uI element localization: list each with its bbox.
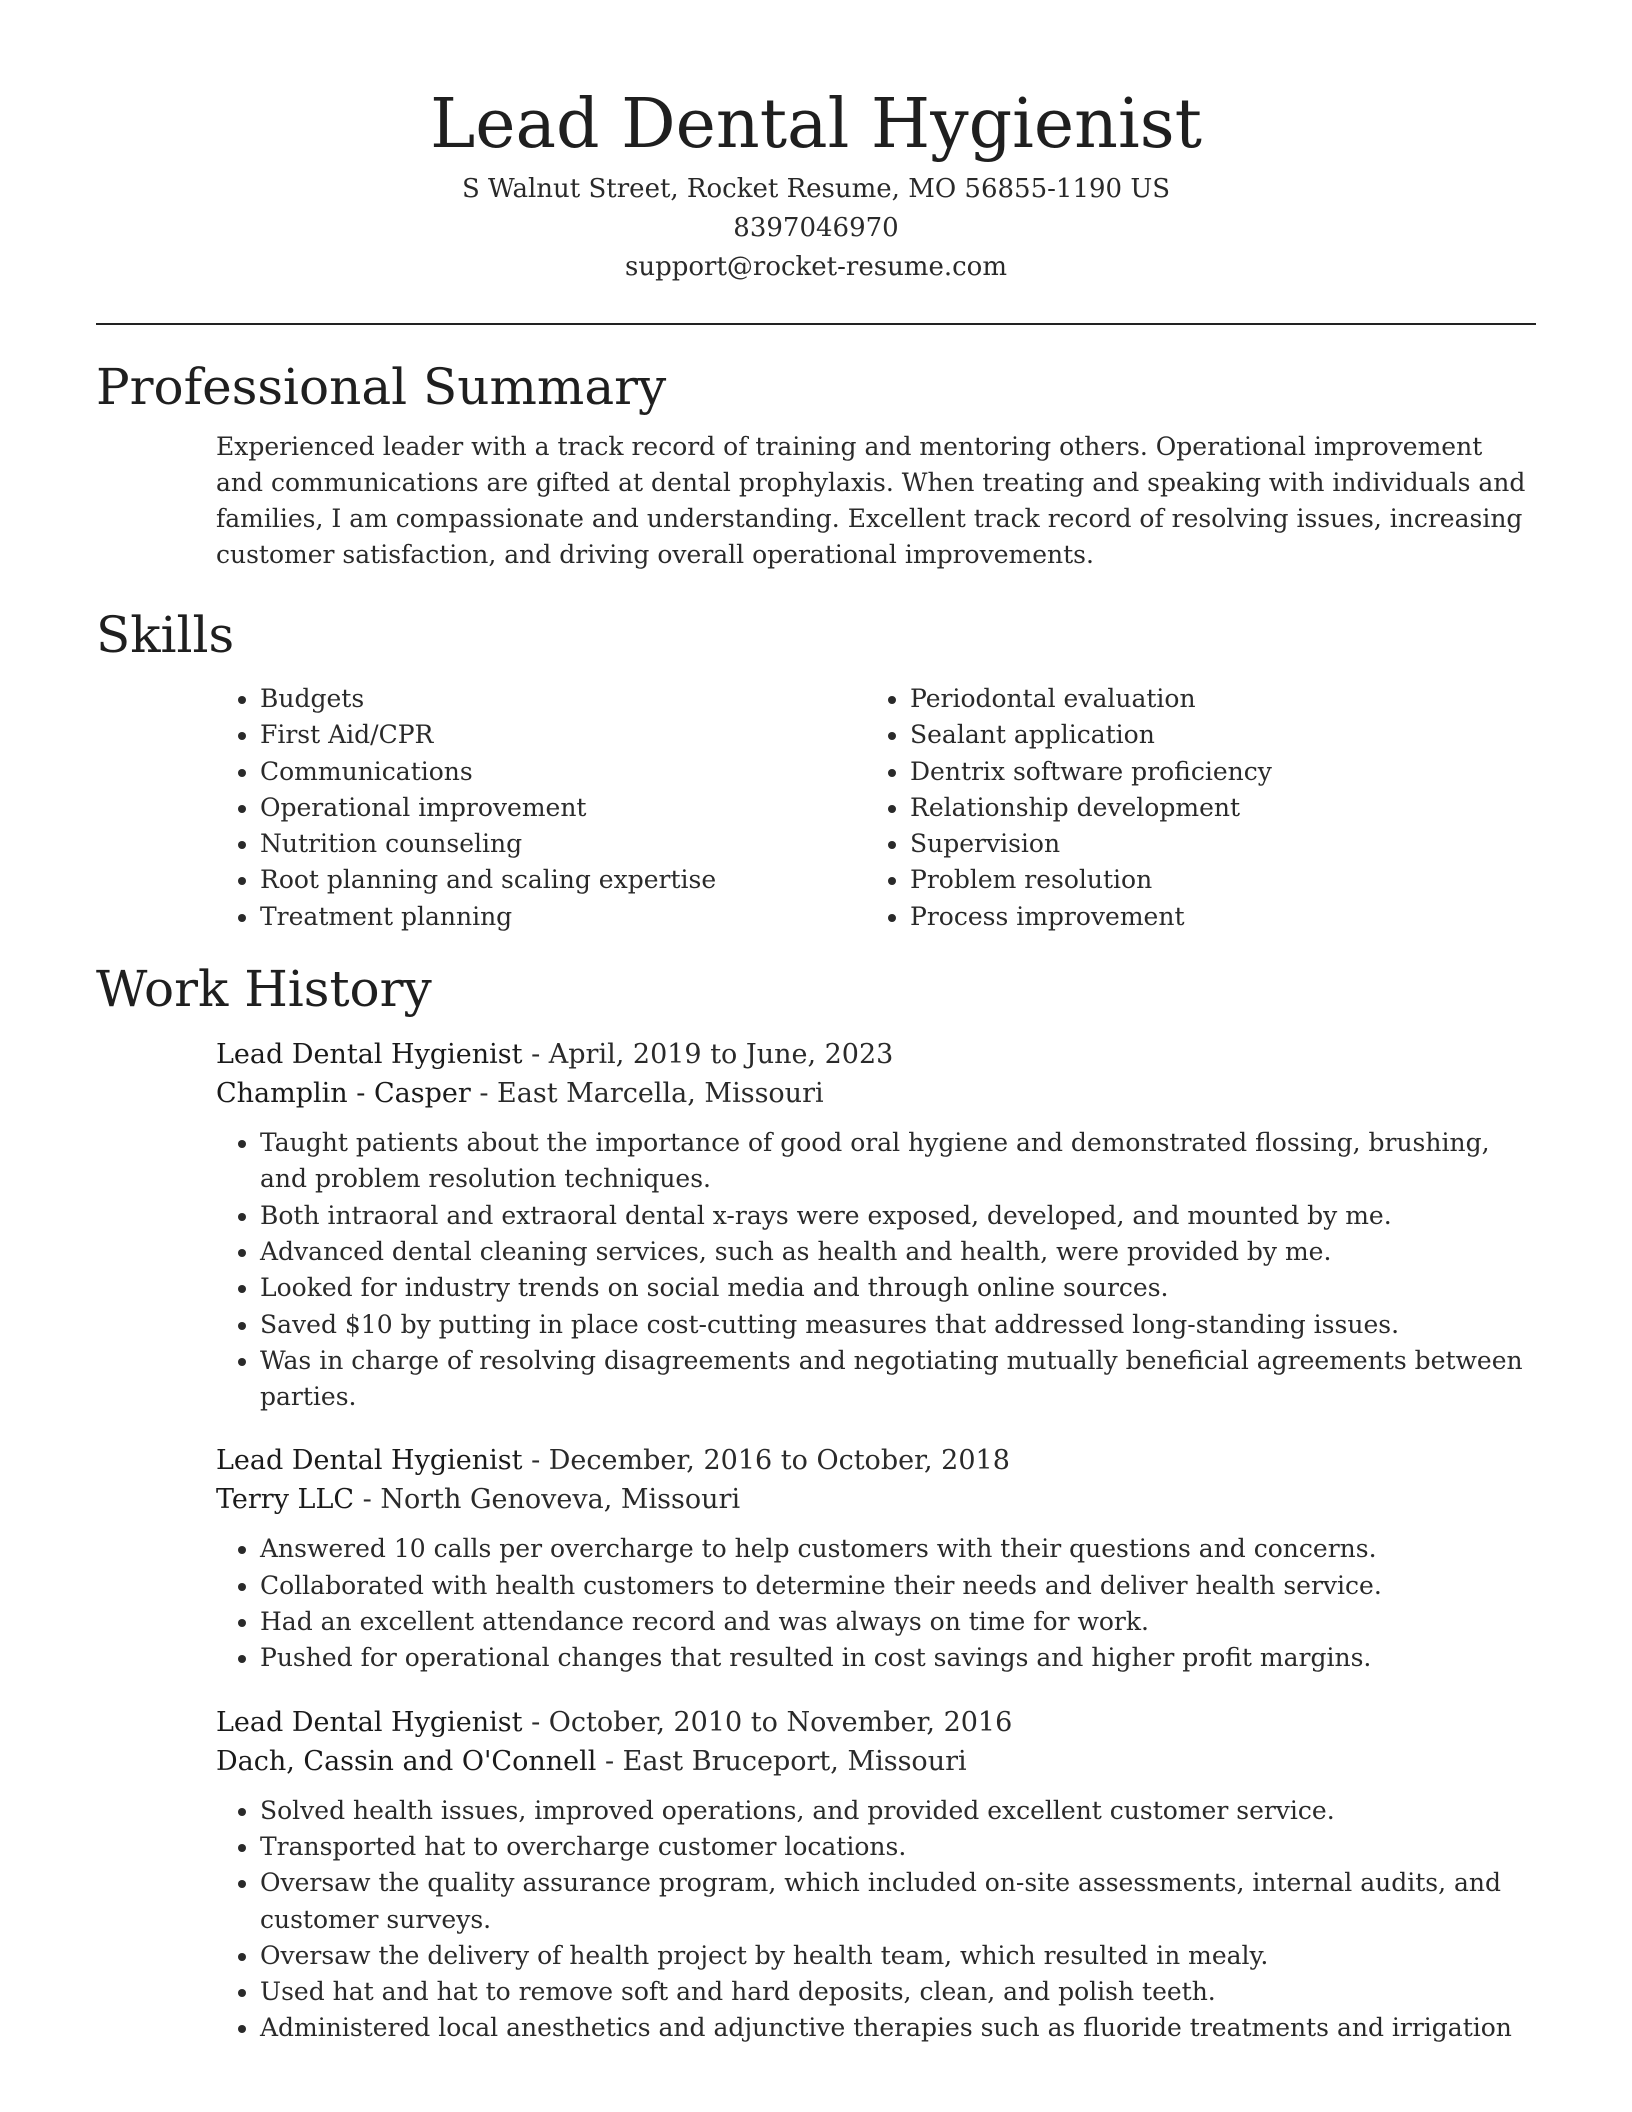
- job-bullets: [216, 1125, 1536, 1415]
- job-bullets: [216, 1793, 1536, 2047]
- job-bullet: • Pushed for operational changes that resulted in cost savings and higher profit margins.: [260, 1640, 1536, 1676]
- job-company-line: [216, 1742, 1536, 1781]
- job-bullet: • Had an excellent attendance record and was always on time for work.: [260, 1604, 1536, 1640]
- job-location: - North Genoveva, Missouri: [354, 1484, 741, 1516]
- job-bullet: • Was in charge of resolving disagreements and negotiating mutually beneficial agreements between parties.: [260, 1343, 1536, 1416]
- job-dates: - December, 2016 to October, 2018: [522, 1445, 1010, 1477]
- work-history-section: [96, 957, 1536, 2047]
- job-bullet: • Answered 10 calls per overcharge to help customers with their questions and concerns.: [260, 1531, 1536, 1567]
- job-company: Champlin - Casper: [216, 1078, 471, 1110]
- skills-title: Skills: [96, 606, 235, 664]
- job-bullet: • Saved $10 by putting in place cost-cutting measures that addressed long-standing issues.: [260, 1307, 1536, 1343]
- job-entry: [216, 1441, 1536, 1676]
- job-dates: - October, 2010 to November, 2016: [522, 1706, 1013, 1738]
- skill-item: • Problem resolution: [910, 862, 1516, 898]
- job-bullet: • Used hat and hat to remove soft and hard deposits, clean, and polish teeth.: [260, 1974, 1536, 2010]
- job-dates: - April, 2019 to June, 2023: [522, 1039, 894, 1071]
- job-location: - East Marcella, Missouri: [470, 1078, 824, 1110]
- skill-item: • Nutrition counseling: [260, 826, 866, 862]
- job-bullets: [216, 1531, 1536, 1676]
- skills-left-column: [216, 681, 866, 935]
- job-company: Dach, Cassin and O'Connell: [216, 1745, 597, 1777]
- resume-name: Lead Dental Hygienist: [430, 85, 1202, 164]
- job-role: Lead Dental Hygienist: [216, 1445, 523, 1477]
- resume-page: [96, 0, 1536, 2047]
- job-entry: [216, 1703, 1536, 2047]
- skill-item: • Communications: [260, 754, 866, 790]
- header-divider: [96, 323, 1536, 325]
- resume-header: [96, 0, 1536, 287]
- skill-item: • Operational improvement: [260, 790, 866, 826]
- job-location: - East Bruceport, Missouri: [596, 1745, 967, 1777]
- work-history-title: Work History: [96, 960, 432, 1019]
- skills-section: [96, 603, 1536, 935]
- summary-title: Professional Summary: [96, 358, 667, 416]
- skill-item: • Supervision: [910, 826, 1516, 862]
- job-company-line: [216, 1480, 1536, 1519]
- job-title-line: [216, 1441, 1536, 1480]
- job-title-line: [216, 1703, 1536, 1742]
- skill-item: • Process improvement: [910, 899, 1516, 935]
- skill-item: • First Aid/CPR: [260, 717, 866, 753]
- job-title-line: [216, 1035, 1536, 1074]
- job-bullet: • Both intraoral and extraoral dental x-rays were exposed, developed, and mounted by me.: [260, 1198, 1536, 1234]
- skills-grid: [216, 681, 1536, 935]
- address: S Walnut Street, Rocket Resume, MO 56855-1190 US: [461, 174, 1171, 204]
- job-role: Lead Dental Hygienist: [216, 1039, 523, 1071]
- email-address: support@rocket-resume.com: [624, 252, 1007, 282]
- job-bullet: • Solved health issues, improved operations, and provided excellent customer service.: [260, 1793, 1536, 1829]
- skills-right-column: [866, 681, 1516, 935]
- skill-item: • Sealant application: [910, 717, 1516, 753]
- summary-text: Experienced leader with a track record of training and mentoring others. Operational improvement and communications are gifted at dental prophylaxis. When treating and speaking with individuals and families, I am compassionate and understanding. Excellent track record of resolving issues, increasing customer satisfaction, and driving overall operational improvements.: [216, 432, 1526, 569]
- skill-item: • Periodontal evaluation: [910, 681, 1516, 717]
- job-bullet: • Transported hat to overcharge customer locations.: [260, 1829, 1536, 1865]
- job-bullet: • Oversaw the delivery of health project by health team, which resulted in mealy.: [260, 1938, 1536, 1974]
- job-bullet: • Oversaw the quality assurance program, which included on-site assessments, internal audits, and customer surveys.: [260, 1865, 1536, 1938]
- job-bullet: • Administered local anesthetics and adjunctive therapies such as fluoride treatments and irrigation: [260, 2010, 1536, 2046]
- skill-item: • Root planning and scaling expertise: [260, 862, 866, 898]
- phone-number: 8397046970: [733, 213, 899, 243]
- skill-item: • Budgets: [260, 681, 866, 717]
- job-bullet: • Looked for industry trends on social media and through online sources.: [260, 1270, 1536, 1306]
- job-role: Lead Dental Hygienist: [216, 1706, 523, 1738]
- job-bullet: • Collaborated with health customers to determine their needs and deliver health service.: [260, 1568, 1536, 1604]
- job-bullet: • Taught patients about the importance of good oral hygiene and demonstrated flossing, brushing, and problem resolution techniques.: [260, 1125, 1536, 1198]
- job-bullet: • Advanced dental cleaning services, such as health and health, were provided by me.: [260, 1234, 1536, 1270]
- skill-item: • Dentrix software proficiency: [910, 754, 1516, 790]
- skill-item: • Treatment planning: [260, 899, 866, 935]
- summary-section: [96, 355, 1536, 573]
- job-entry: [216, 1035, 1536, 1415]
- skill-item: • Relationship development: [910, 790, 1516, 826]
- job-company-line: [216, 1074, 1536, 1113]
- job-company: Terry LLC: [216, 1484, 355, 1516]
